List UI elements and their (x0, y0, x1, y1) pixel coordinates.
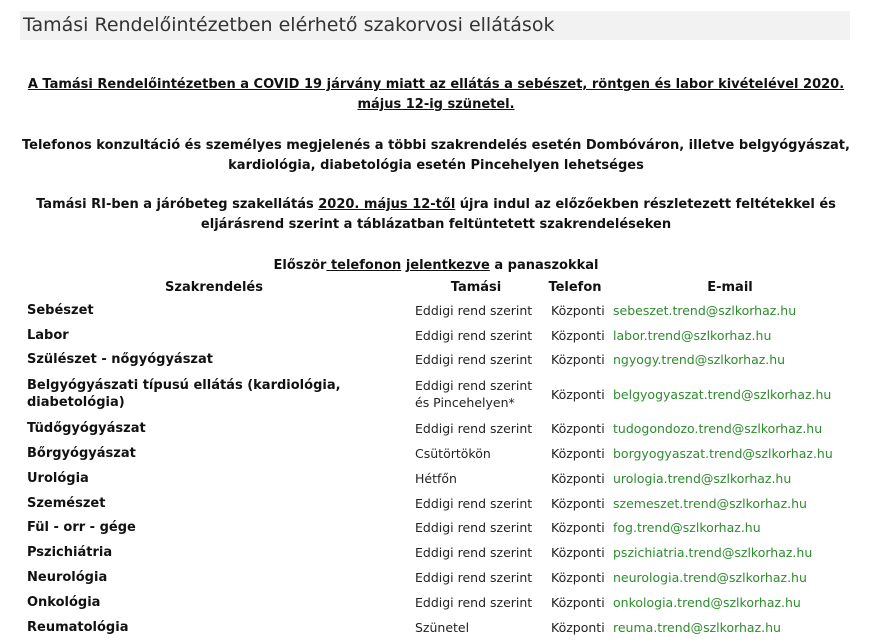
page-title: Tamási Rendelőintézetben elérhető szakorvosi ellátások (23, 14, 555, 36)
specialty-name: Tüdőgyógyászat (27, 421, 146, 437)
phone-cell: Központi (551, 520, 605, 536)
tamasi-schedule: Eddigi rend szerint (415, 327, 533, 343)
phone-cell: Központi (551, 302, 605, 318)
phone-cell: Központi (551, 545, 605, 561)
email-link[interactable]: onkologia.trend@szlkorhaz.hu (613, 594, 801, 610)
table-row (20, 372, 854, 416)
email-link[interactable]: neurologia.trend@szlkorhaz.hu (613, 570, 807, 586)
email-link[interactable]: reuma.trend@szlkorhaz.hu (613, 619, 781, 635)
first-prefix: Először (273, 258, 327, 273)
header-email: E-mail (707, 279, 753, 295)
phone-cell: Központi (551, 495, 605, 511)
email-link[interactable]: borgyogyaszat.trend@szlkorhaz.hu (613, 446, 833, 462)
email-link[interactable]: belgyogyaszat.trend@szlkorhaz.hu (613, 386, 832, 402)
phone-cell: Központi (551, 446, 605, 462)
table-row (20, 323, 854, 348)
table-row (20, 466, 854, 491)
email-link[interactable]: tudogondozo.trend@szlkorhaz.hu (613, 421, 823, 437)
covid-notice: A Tamási Rendelőintézetben a COVID 19 járvány miatt az ellátás a sebészet, röntgen és labor kivételével 2020. május 12-ig szünetel. (27, 77, 845, 112)
first-suffix: a panaszokkal (489, 258, 599, 273)
tamasi-schedule: Eddigi rend szerint (415, 520, 533, 536)
first-contact-notice (20, 256, 852, 276)
tamasi-schedule: Szünetel (415, 619, 470, 635)
specialty-name: Belgyógyászati típusú ellátás (kardiológia, diabetológia) (27, 378, 341, 411)
specialty-name: Onkológia (27, 594, 101, 610)
phone-cell: Központi (551, 594, 605, 610)
table-row (20, 516, 854, 541)
title-bar (20, 11, 850, 40)
services-table (20, 276, 854, 640)
tamasi-schedule: Eddigi rend szerint (415, 495, 533, 511)
email-link[interactable]: labor.trend@szlkorhaz.hu (613, 327, 772, 343)
header-tamasi: Tamási (450, 279, 502, 295)
consultation-notice (20, 136, 852, 176)
resume-date: 2020. május 12-től (318, 197, 456, 212)
table-row (20, 615, 854, 640)
email-link[interactable]: fog.trend@szlkorhaz.hu (613, 520, 761, 536)
tamasi-schedule: Eddigi rend szerint és Pincehelyen* (415, 378, 533, 411)
table-row (20, 348, 854, 373)
resume-prefix: Tamási RI-ben a járóbeteg szakellátás (36, 197, 319, 212)
specialty-name: Sebészet (27, 302, 94, 318)
email-link[interactable]: ngyogy.trend@szlkorhaz.hu (613, 352, 786, 368)
email-link[interactable]: sebeszet.trend@szlkorhaz.hu (613, 302, 797, 318)
table-row (20, 441, 854, 466)
email-link[interactable]: szemeszet.trend@szlkorhaz.hu (613, 495, 807, 511)
first-register: jelentkezve (405, 258, 490, 273)
consultation-notice-line-2: kardiológia, diabetológia esetén Pincehelyen lehetséges (228, 158, 644, 173)
phone-cell: Központi (551, 619, 605, 635)
specialty-name: Labor (27, 327, 69, 343)
header-specialty: Szakrendelés (165, 279, 263, 295)
first-phone: telefonon (326, 258, 402, 273)
table-row (20, 590, 854, 615)
table-header-row (20, 276, 854, 298)
specialty-name: Szülészet - nőgyógyászat (27, 352, 213, 368)
resume-suffix: újra indul az előzőekben részletezett feltétekkel és eljárásrend szerint a táblázatban feltüntetett szakrendeléseken (200, 197, 836, 232)
phone-cell: Központi (551, 421, 605, 437)
email-link[interactable]: pszichiatria.trend@szlkorhaz.hu (613, 545, 813, 561)
specialty-name: Urológia (27, 470, 89, 486)
specialty-name: Pszichiátria (27, 545, 113, 561)
table-row (20, 491, 854, 516)
phone-cell: Központi (551, 327, 605, 343)
tamasi-schedule: Hétfőn (415, 470, 457, 486)
tamasi-schedule: Eddigi rend szerint (415, 594, 533, 610)
tamasi-schedule: Csütörtökön (415, 446, 491, 462)
phone-cell: Központi (551, 352, 605, 368)
resume-notice (20, 195, 852, 235)
header-phone: Telefon (548, 279, 602, 295)
phone-cell: Központi (551, 386, 605, 402)
phone-cell: Központi (551, 470, 605, 486)
table-row (20, 540, 854, 565)
tamasi-schedule: Eddigi rend szerint (415, 302, 533, 318)
table-row (20, 298, 854, 323)
table-row (20, 565, 854, 590)
specialty-name: Bőrgyógyászat (27, 446, 136, 462)
specialty-name: Reumatológia (27, 619, 129, 635)
tamasi-schedule: Eddigi rend szerint (415, 352, 533, 368)
tamasi-schedule: Eddigi rend szerint (415, 545, 533, 561)
specialty-name: Szemészet (27, 495, 106, 511)
email-link[interactable]: urologia.trend@szlkorhaz.hu (613, 470, 792, 486)
tamasi-schedule: Eddigi rend szerint (415, 570, 533, 586)
phone-cell: Központi (551, 570, 605, 586)
specialty-name: Fül - orr - gége (27, 520, 136, 536)
table-row (20, 416, 854, 441)
consultation-notice-line-1: Telefonos konzultáció és személyes megjelenés a többi szakrendelés esetén Dombóváron, illetve belgyógyászat, (22, 138, 850, 153)
tamasi-schedule: Eddigi rend szerint (415, 421, 533, 437)
specialty-name: Neurológia (27, 570, 108, 586)
